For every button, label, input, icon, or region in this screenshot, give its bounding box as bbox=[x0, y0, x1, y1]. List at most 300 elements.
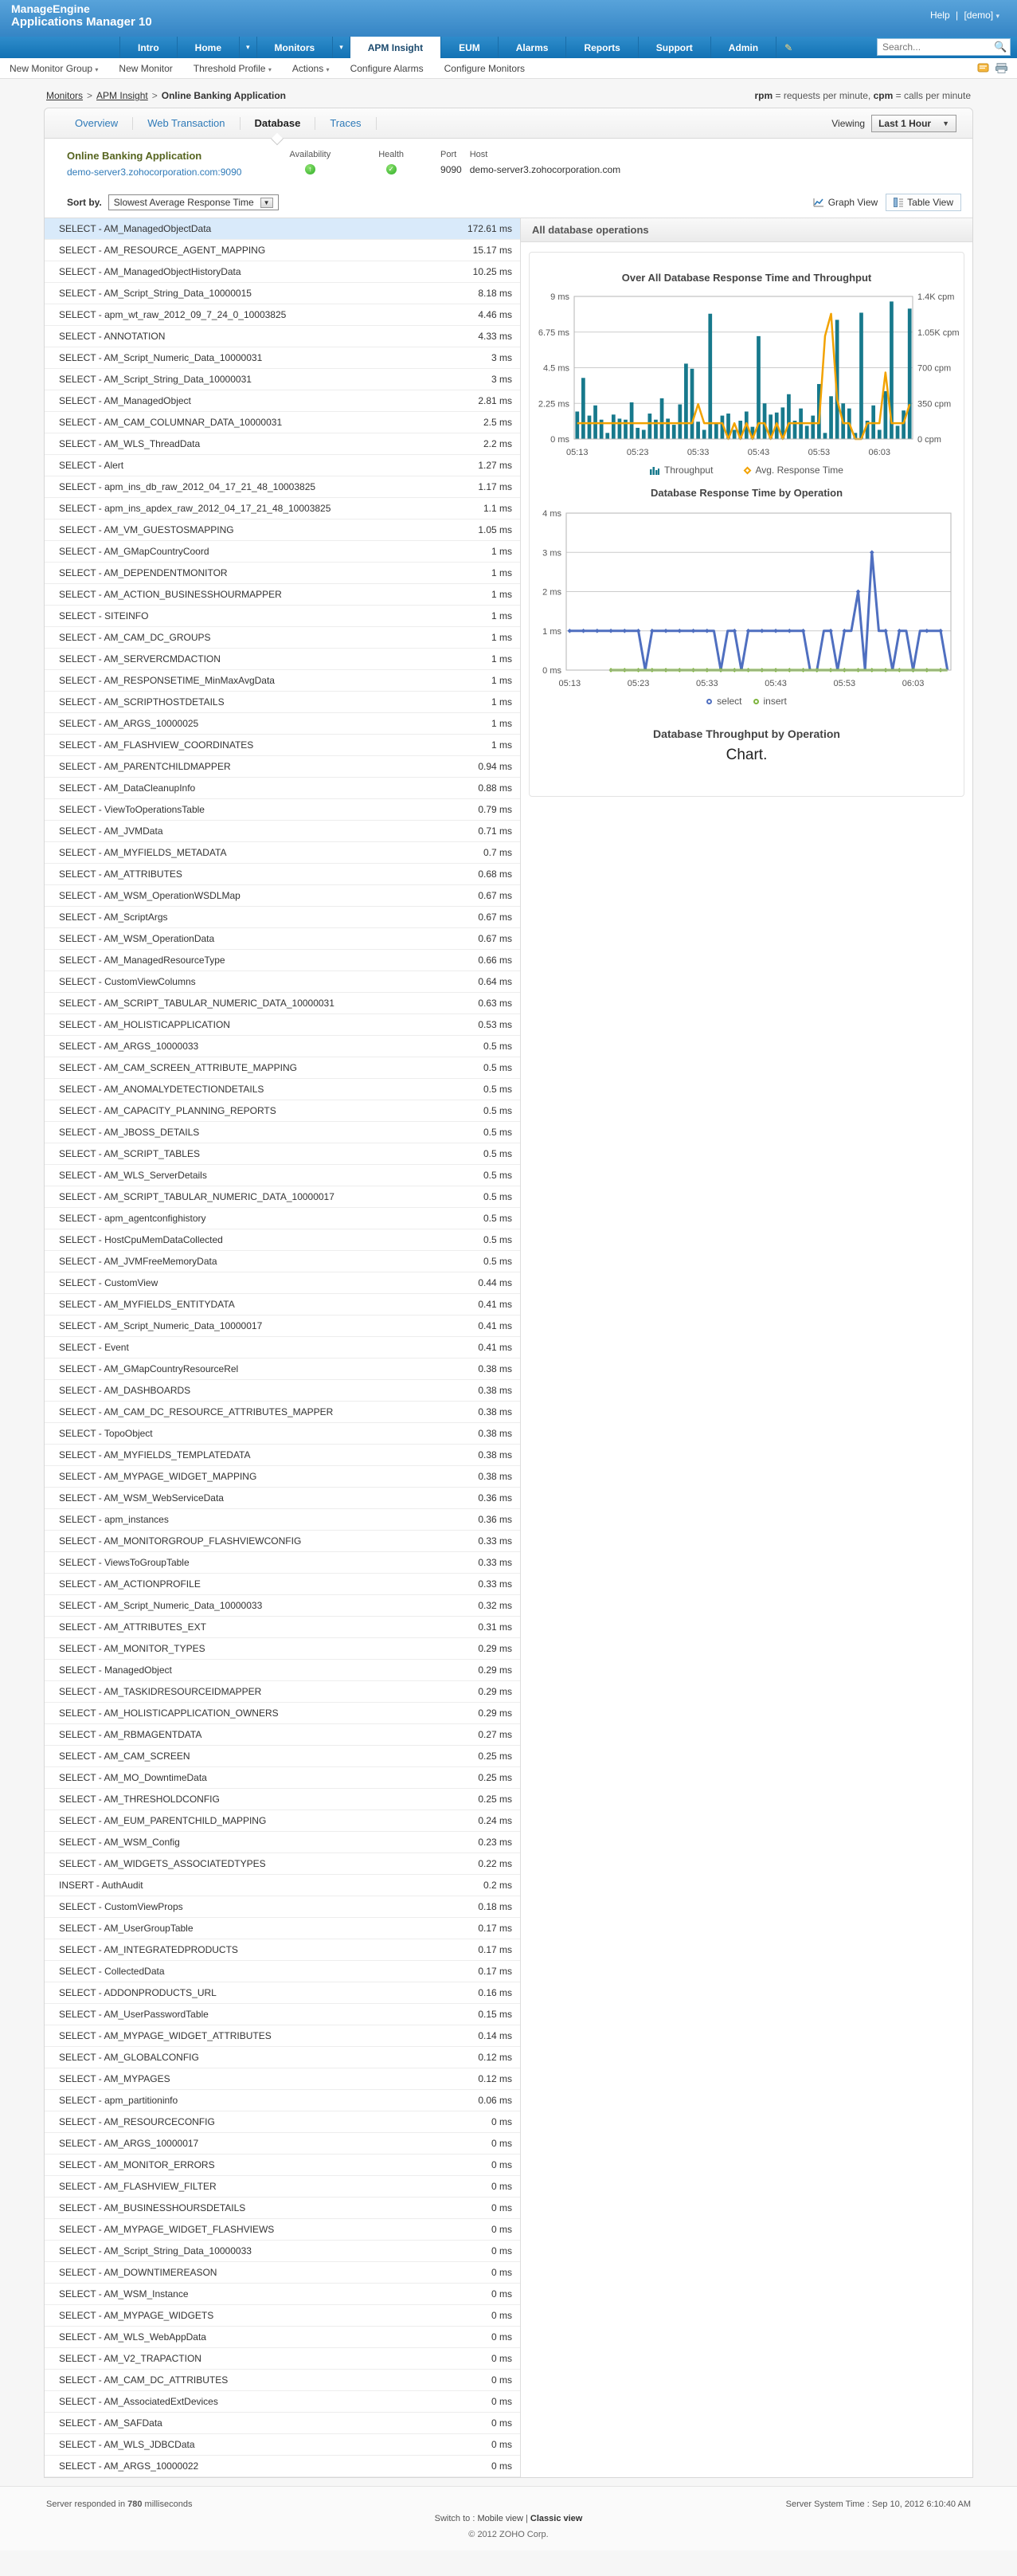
operation-time: 0 ms bbox=[491, 2439, 512, 2450]
operation-time: 0.5 ms bbox=[483, 1148, 512, 1159]
table-row[interactable] bbox=[45, 1165, 520, 1186]
server-response-time: Server responded in 780 milliseconds bbox=[46, 2500, 193, 2509]
table-row[interactable] bbox=[45, 261, 520, 283]
top-divider: | bbox=[955, 10, 959, 21]
operation-time: 1 ms bbox=[491, 632, 512, 643]
table-row[interactable] bbox=[45, 2305, 520, 2327]
operation-time: 0.33 ms bbox=[478, 1557, 512, 1568]
table-row[interactable] bbox=[45, 1402, 520, 1423]
table-row[interactable] bbox=[45, 326, 520, 347]
table-row[interactable] bbox=[45, 1445, 520, 1466]
operation-time: 1.17 ms bbox=[478, 481, 512, 492]
table-row[interactable] bbox=[45, 1767, 520, 1789]
table-row[interactable] bbox=[45, 1272, 520, 1294]
monitors-dropdown-caret-icon[interactable]: ▾ bbox=[333, 37, 350, 58]
operation-name: SELECT - AM_ManagedObject bbox=[59, 395, 191, 406]
operation-name: SELECT - AM_HOLISTICAPPLICATION_OWNERS bbox=[59, 1708, 279, 1719]
operation-name: SELECT - AM_GLOBALCONFIG bbox=[59, 2052, 199, 2063]
table-row[interactable] bbox=[45, 2155, 520, 2176]
table-row[interactable] bbox=[45, 1337, 520, 1359]
table-row[interactable] bbox=[45, 347, 520, 369]
table-row[interactable] bbox=[45, 1724, 520, 1746]
table-row[interactable] bbox=[45, 993, 520, 1014]
search-input[interactable] bbox=[882, 41, 994, 53]
table-row[interactable] bbox=[45, 390, 520, 412]
server-system-time: Server System Time : Sep 10, 2012 6:10:40 AM bbox=[785, 2500, 971, 2509]
throughput-by-operation-title: Database Throughput by Operation bbox=[653, 727, 840, 740]
operation-name: SELECT - apm_wt_raw_2012_09_7_24_0_10003825 bbox=[59, 309, 287, 320]
mobile-view-link[interactable]: Mobile view bbox=[477, 2514, 523, 2523]
operation-time: 0.38 ms bbox=[478, 1385, 512, 1396]
svg-text:2 ms: 2 ms bbox=[542, 587, 561, 598]
table-row[interactable] bbox=[45, 1186, 520, 1208]
toolbar-configure-alarms[interactable]: Configure Alarms bbox=[350, 62, 424, 74]
table-row[interactable] bbox=[45, 1939, 520, 1961]
table-row[interactable] bbox=[45, 778, 520, 799]
breadcrumb-apm-insight[interactable]: APM Insight bbox=[96, 90, 148, 101]
table-row[interactable] bbox=[45, 649, 520, 670]
operation-time: 0.41 ms bbox=[478, 1320, 512, 1331]
operation-name: SELECT - AM_RESOURCECONFIG bbox=[59, 2116, 215, 2127]
operation-time: 1 ms bbox=[491, 610, 512, 621]
table-row[interactable] bbox=[45, 1143, 520, 1165]
table-row[interactable] bbox=[45, 1896, 520, 1918]
operation-name: SELECT - AM_DASHBOARDS bbox=[59, 1385, 191, 1396]
operation-time: 2.2 ms bbox=[483, 438, 512, 449]
table-row[interactable] bbox=[45, 1014, 520, 1036]
table-row[interactable] bbox=[45, 1832, 520, 1853]
time-range-select[interactable]: Last 1 Hour ▼ bbox=[871, 115, 956, 132]
operation-name: SELECT - AM_UserPasswordTable bbox=[59, 2009, 209, 2020]
table-row[interactable] bbox=[45, 1982, 520, 2004]
operation-name: SELECT - AM_ACTIONPROFILE bbox=[59, 1578, 201, 1590]
operation-time: 10.25 ms bbox=[472, 266, 512, 277]
table-row[interactable] bbox=[45, 627, 520, 649]
table-row[interactable] bbox=[45, 1380, 520, 1402]
table-row[interactable] bbox=[45, 2391, 520, 2413]
table-row[interactable] bbox=[45, 541, 520, 563]
table-row[interactable] bbox=[45, 369, 520, 390]
table-row[interactable] bbox=[45, 2176, 520, 2198]
nav-item-reports[interactable]: Reports bbox=[566, 37, 638, 58]
table-row[interactable] bbox=[45, 283, 520, 304]
table-row[interactable] bbox=[45, 1315, 520, 1337]
operation-time: 0.16 ms bbox=[478, 1987, 512, 1998]
tab-strip bbox=[45, 108, 972, 139]
table-row[interactable] bbox=[45, 799, 520, 821]
table-row[interactable] bbox=[45, 1638, 520, 1660]
operation-time: 0.29 ms bbox=[478, 1708, 512, 1719]
svg-text:05:33: 05:33 bbox=[696, 679, 718, 688]
table-row[interactable] bbox=[45, 1509, 520, 1531]
operation-name: SELECT - AM_Script_String_Data_10000033 bbox=[59, 2245, 252, 2256]
operation-name: SELECT - AM_MYPAGE_WIDGET_MAPPING bbox=[59, 1471, 257, 1482]
table-row[interactable] bbox=[45, 2262, 520, 2284]
table-row[interactable] bbox=[45, 1875, 520, 1896]
operation-time: 0 ms bbox=[491, 2288, 512, 2300]
operation-name: SELECT - CustomViewProps bbox=[59, 1901, 183, 1912]
operation-time: 0.2 ms bbox=[483, 1880, 512, 1891]
table-row[interactable] bbox=[45, 1208, 520, 1229]
table-row[interactable] bbox=[45, 1531, 520, 1552]
table-row[interactable] bbox=[45, 1681, 520, 1703]
table-row[interactable] bbox=[45, 1961, 520, 1982]
table-row[interactable] bbox=[45, 2284, 520, 2305]
operations-list bbox=[45, 218, 521, 2477]
operation-name: SELECT - AM_WSM_Config bbox=[59, 1837, 180, 1848]
operation-time: 0.25 ms bbox=[478, 1751, 512, 1762]
chevron-down-icon: ▼ bbox=[942, 119, 949, 127]
table-row[interactable] bbox=[45, 1057, 520, 1079]
tab-database[interactable]: Database bbox=[241, 117, 316, 130]
operation-name: SELECT - AM_WLS_ThreadData bbox=[59, 438, 201, 449]
top-right-links bbox=[927, 10, 1003, 21]
table-row[interactable] bbox=[45, 1229, 520, 1251]
table-row[interactable] bbox=[45, 2090, 520, 2111]
operation-time: 0.29 ms bbox=[478, 1686, 512, 1697]
operation-name: SELECT - AM_CAM_DC_ATTRIBUTES bbox=[59, 2374, 229, 2386]
svg-text:05:13: 05:13 bbox=[566, 448, 589, 457]
operation-time: 8.18 ms bbox=[478, 288, 512, 299]
operation-time: 0.67 ms bbox=[478, 912, 512, 923]
select-marker-icon bbox=[706, 699, 712, 704]
operation-name: SELECT - AM_ATTRIBUTES_EXT bbox=[59, 1621, 206, 1633]
table-row[interactable] bbox=[45, 928, 520, 950]
table-row[interactable] bbox=[45, 1789, 520, 1810]
table-row[interactable] bbox=[45, 670, 520, 692]
operation-name: SELECT - AM_CAM_COLUMNAR_DATA_10000031 bbox=[59, 417, 283, 428]
operation-time: 3 ms bbox=[491, 374, 512, 385]
print-icon[interactable] bbox=[995, 63, 1007, 73]
port-host-columns bbox=[440, 150, 620, 175]
operation-name: SELECT - CustomView bbox=[59, 1277, 158, 1288]
table-row[interactable] bbox=[45, 1552, 520, 1574]
svg-text:4 ms: 4 ms bbox=[542, 509, 561, 519]
operation-time: 0 ms bbox=[491, 2331, 512, 2343]
table-row[interactable] bbox=[45, 218, 520, 240]
operation-chart-legend bbox=[530, 696, 964, 707]
table-row[interactable] bbox=[45, 842, 520, 864]
legend-throughput: Throughput bbox=[650, 465, 713, 476]
nav-item-alarms[interactable]: Alarms bbox=[499, 37, 567, 58]
table-row[interactable] bbox=[45, 1079, 520, 1100]
table-row[interactable] bbox=[45, 520, 520, 541]
table-row[interactable] bbox=[45, 240, 520, 261]
operation-time: 0.17 ms bbox=[478, 1966, 512, 1977]
table-row[interactable] bbox=[45, 433, 520, 455]
operation-time: 0.67 ms bbox=[478, 890, 512, 901]
table-row[interactable] bbox=[45, 2047, 520, 2068]
operation-name: SELECT - AM_VM_GUESTOSMAPPING bbox=[59, 524, 234, 535]
monitor-title: Online Banking Application bbox=[67, 150, 202, 162]
operation-time: 1 ms bbox=[491, 718, 512, 729]
breadcrumb-separator: > bbox=[87, 90, 93, 101]
operation-name: SELECT - AM_Script_Numeric_Data_10000031 bbox=[59, 352, 263, 363]
operation-name: SELECT - AM_CAM_SCREEN bbox=[59, 1751, 190, 1762]
table-row[interactable] bbox=[45, 2456, 520, 2477]
svg-text:05:23: 05:23 bbox=[626, 448, 649, 457]
feedback-icon[interactable] bbox=[977, 63, 989, 73]
svg-text:4.5 ms: 4.5 ms bbox=[542, 363, 569, 374]
operation-name: SELECT - AM_AssociatedExtDevices bbox=[59, 2396, 218, 2407]
operation-time: 0 ms bbox=[491, 2116, 512, 2127]
table-row[interactable] bbox=[45, 1294, 520, 1315]
toolbar-new-monitor-group[interactable]: New Monitor Group ▾ bbox=[10, 62, 99, 74]
operation-name: SELECT - AM_RESPONSETIME_MinMaxAvgData bbox=[59, 675, 275, 686]
operation-time: 0.64 ms bbox=[478, 976, 512, 987]
view-toggle bbox=[813, 194, 961, 211]
table-row[interactable] bbox=[45, 950, 520, 971]
operation-time: 0.5 ms bbox=[483, 1170, 512, 1181]
host-label: Host bbox=[469, 150, 488, 159]
svg-text:2.25 ms: 2.25 ms bbox=[538, 399, 569, 410]
table-row[interactable] bbox=[45, 498, 520, 520]
operation-name: SELECT - AM_ARGS_10000033 bbox=[59, 1041, 199, 1052]
table-row[interactable] bbox=[45, 2348, 520, 2370]
operation-time: 0.06 ms bbox=[478, 2095, 512, 2106]
breadcrumb-current: Online Banking Application bbox=[161, 90, 286, 101]
units-legend: rpm = requests per minute, cpm = calls per minute bbox=[754, 90, 971, 101]
operation-time: 0.15 ms bbox=[478, 2009, 512, 2020]
brand-name: ManageEngine bbox=[11, 2, 90, 15]
table-view-button[interactable]: Table View bbox=[886, 194, 961, 211]
table-row[interactable] bbox=[45, 1810, 520, 1832]
nav-item-admin[interactable]: Admin bbox=[711, 37, 776, 58]
operation-time: 0.14 ms bbox=[478, 2030, 512, 2041]
operation-name: SELECT - AM_ARGS_10000025 bbox=[59, 718, 199, 729]
table-row[interactable] bbox=[45, 1100, 520, 1122]
health-column bbox=[378, 150, 404, 174]
operation-time: 1.1 ms bbox=[483, 503, 512, 514]
table-row[interactable] bbox=[45, 584, 520, 606]
monitor-identity bbox=[67, 150, 241, 179]
action-toolbar bbox=[0, 58, 1017, 79]
svg-text:9 ms: 9 ms bbox=[550, 292, 569, 302]
operation-name: SELECT - AM_Script_String_Data_10000031 bbox=[59, 374, 252, 385]
table-row[interactable] bbox=[45, 412, 520, 433]
operation-name: SELECT - AM_TASKIDRESOURCEIDMAPPER bbox=[59, 1686, 262, 1697]
operation-time: 0.5 ms bbox=[483, 1041, 512, 1052]
operation-name: SELECT - AM_MYPAGE_WIDGET_FLASHVIEWS bbox=[59, 2224, 275, 2235]
table-row[interactable] bbox=[45, 1488, 520, 1509]
tab-overview[interactable]: Overview bbox=[61, 117, 133, 130]
operation-time: 0.38 ms bbox=[478, 1428, 512, 1439]
operation-name: SELECT - apm_ins_db_raw_2012_04_17_21_48_10003825 bbox=[59, 481, 316, 492]
operation-time: 0.44 ms bbox=[478, 1277, 512, 1288]
operation-time: 0.12 ms bbox=[478, 2052, 512, 2063]
table-row[interactable] bbox=[45, 476, 520, 498]
table-row[interactable] bbox=[45, 2434, 520, 2456]
nav-item-apm-insight[interactable]: APM Insight bbox=[350, 37, 441, 58]
operation-time: 0 ms bbox=[491, 2159, 512, 2170]
operation-time: 1 ms bbox=[491, 739, 512, 751]
operation-name: SELECT - AM_WSM_OperationData bbox=[59, 933, 215, 944]
table-row[interactable] bbox=[45, 692, 520, 713]
table-row[interactable] bbox=[45, 756, 520, 778]
operation-name: SELECT - CustomViewColumns bbox=[59, 976, 196, 987]
operation-name: SELECT - apm_instances bbox=[59, 1514, 169, 1525]
svg-text:05:43: 05:43 bbox=[765, 679, 787, 688]
operation-time: 0.29 ms bbox=[478, 1664, 512, 1676]
operation-time: 2.5 ms bbox=[483, 417, 512, 428]
table-row[interactable] bbox=[45, 1617, 520, 1638]
nav-item-monitors[interactable]: Monitors bbox=[257, 37, 334, 58]
table-row[interactable] bbox=[45, 885, 520, 907]
legend-avg-response-time: Avg. Response Time bbox=[745, 465, 843, 476]
toolbar-configure-monitors[interactable]: Configure Monitors bbox=[444, 62, 525, 74]
table-row[interactable] bbox=[45, 1574, 520, 1595]
manageengine-logo bbox=[11, 3, 1006, 29]
table-row[interactable] bbox=[45, 1466, 520, 1488]
operation-time: 0.5 ms bbox=[483, 1191, 512, 1202]
nav-item-intro[interactable]: Intro bbox=[119, 37, 178, 58]
operation-time: 0.36 ms bbox=[478, 1492, 512, 1504]
tab-traces[interactable]: Traces bbox=[315, 117, 376, 130]
overall-response-throughput-chart bbox=[530, 290, 964, 461]
operation-name: SELECT - AM_SCRIPT_TABULAR_NUMERIC_DATA_10000031 bbox=[59, 998, 334, 1009]
nav-item-home[interactable]: Home bbox=[178, 37, 240, 58]
graph-view-button[interactable]: Graph View bbox=[813, 197, 878, 208]
table-row[interactable] bbox=[45, 606, 520, 627]
table-row[interactable] bbox=[45, 1746, 520, 1767]
table-row[interactable] bbox=[45, 1122, 520, 1143]
view-switcher: Switch to : Mobile view | Classic view bbox=[434, 2514, 583, 2523]
table-row[interactable] bbox=[45, 2370, 520, 2391]
sort-bar bbox=[45, 187, 972, 218]
operation-name: SELECT - TopoObject bbox=[59, 1428, 153, 1439]
table-row[interactable] bbox=[45, 1660, 520, 1681]
operation-name: SELECT - AM_MO_DowntimeData bbox=[59, 1772, 207, 1783]
nav-item-support[interactable]: Support bbox=[639, 37, 711, 58]
table-row[interactable] bbox=[45, 1359, 520, 1380]
operation-name: SELECT - AM_CAM_DC_RESOURCE_ATTRIBUTES_MAPPER bbox=[59, 1406, 334, 1417]
operation-name: SELECT - AM_MYFIELDS_TEMPLATEDATA bbox=[59, 1449, 251, 1461]
operation-name: SELECT - AM_CAM_SCREEN_ATTRIBUTE_MAPPING bbox=[59, 1062, 297, 1073]
operation-name: SELECT - Alert bbox=[59, 460, 124, 471]
operation-time: 1 ms bbox=[491, 546, 512, 557]
operation-name: SELECT - AM_WIDGETS_ASSOCIATEDTYPES bbox=[59, 1858, 266, 1869]
toolbar-threshold-profile[interactable]: Threshold Profile ▾ bbox=[193, 62, 272, 74]
table-row[interactable] bbox=[45, 713, 520, 735]
operation-time: 0.5 ms bbox=[483, 1105, 512, 1116]
operation-name: SELECT - AM_JVMData bbox=[59, 825, 163, 837]
operation-time: 0.17 ms bbox=[478, 1944, 512, 1955]
footer bbox=[0, 2486, 1017, 2551]
svg-text:05:43: 05:43 bbox=[747, 448, 770, 457]
operation-name: SELECT - AM_DEPENDENTMONITOR bbox=[59, 567, 228, 578]
table-row[interactable] bbox=[45, 1423, 520, 1445]
operation-name: SELECT - AM_MONITOR_ERRORS bbox=[59, 2159, 215, 2170]
svg-text:3 ms: 3 ms bbox=[542, 548, 561, 559]
operation-name: SELECT - AM_SERVERCMDACTION bbox=[59, 653, 221, 665]
operation-name: SELECT - AM_WLS_WebAppData bbox=[59, 2331, 206, 2343]
table-row[interactable] bbox=[45, 1918, 520, 1939]
operation-name: SELECT - SITEINFO bbox=[59, 610, 149, 621]
table-row[interactable] bbox=[45, 2241, 520, 2262]
table-row[interactable] bbox=[45, 1251, 520, 1272]
table-row[interactable] bbox=[45, 1703, 520, 1724]
operation-name: SELECT - AM_WSM_Instance bbox=[59, 2288, 189, 2300]
content-split bbox=[45, 218, 972, 2477]
monitor-host-link[interactable]: demo-server3.zohocorporation.com:9090 bbox=[67, 167, 242, 178]
table-row[interactable] bbox=[45, 1853, 520, 1875]
table-row[interactable] bbox=[45, 1595, 520, 1617]
operation-name: SELECT - AM_PARENTCHILDMAPPER bbox=[59, 761, 231, 772]
operation-name: SELECT - AM_ARGS_10000017 bbox=[59, 2138, 199, 2149]
table-row[interactable] bbox=[45, 2004, 520, 2025]
nav-item-eum[interactable]: EUM bbox=[441, 37, 499, 58]
breadcrumb-monitors[interactable]: Monitors bbox=[46, 90, 84, 101]
operation-name: SELECT - AM_GMapCountryCoord bbox=[59, 546, 209, 557]
operation-name: SELECT - ViewToOperationsTable bbox=[59, 804, 205, 815]
operation-time: 0.41 ms bbox=[478, 1299, 512, 1310]
toolbar-new-monitor[interactable]: New Monitor bbox=[119, 62, 173, 74]
table-row[interactable] bbox=[45, 821, 520, 842]
sort-select[interactable]: Slowest Average Response Time ▼ bbox=[108, 194, 279, 210]
operation-name: SELECT - AM_RBMAGENTDATA bbox=[59, 1729, 202, 1740]
user-menu[interactable]: [demo] ▾ bbox=[964, 10, 999, 21]
operation-time: 0.18 ms bbox=[478, 1901, 512, 1912]
table-row[interactable] bbox=[45, 2413, 520, 2434]
table-row[interactable] bbox=[45, 2111, 520, 2133]
table-row[interactable] bbox=[45, 2133, 520, 2155]
table-row[interactable] bbox=[45, 2198, 520, 2219]
operation-time: 0.53 ms bbox=[478, 1019, 512, 1030]
operation-time: 0 ms bbox=[491, 2374, 512, 2386]
table-row[interactable] bbox=[45, 2068, 520, 2090]
graph-view-icon bbox=[813, 198, 824, 207]
copyright: © 2012 ZOHO Corp. bbox=[468, 2530, 549, 2539]
charts-panel bbox=[521, 218, 972, 2477]
operation-name: SELECT - AM_Script_Numeric_Data_10000017 bbox=[59, 1320, 263, 1331]
table-row[interactable] bbox=[45, 735, 520, 756]
operation-name: SELECT - AM_JVMFreeMemoryData bbox=[59, 1256, 217, 1267]
toolbar-actions[interactable]: Actions ▾ bbox=[291, 62, 330, 74]
table-view-icon bbox=[894, 198, 903, 207]
operation-time: 0.5 ms bbox=[483, 1234, 512, 1245]
table-row[interactable] bbox=[45, 2025, 520, 2047]
search-icon[interactable]: 🔍 bbox=[994, 41, 1007, 53]
operation-name: SELECT - AM_SCRIPT_TABLES bbox=[59, 1148, 200, 1159]
tab-web-transaction[interactable]: Web Transaction bbox=[133, 117, 240, 130]
table-row[interactable] bbox=[45, 1036, 520, 1057]
operation-name: SELECT - AM_UserGroupTable bbox=[59, 1923, 194, 1934]
operation-name: SELECT - Event bbox=[59, 1342, 129, 1353]
table-row[interactable] bbox=[45, 864, 520, 885]
svg-text:0 ms: 0 ms bbox=[542, 666, 561, 676]
operation-time: 0 ms bbox=[491, 2396, 512, 2407]
table-row[interactable] bbox=[45, 304, 520, 326]
search-box bbox=[877, 38, 1011, 56]
operation-name: SELECT - AM_CAPACITY_PLANNING_REPORTS bbox=[59, 1105, 276, 1116]
help-link[interactable]: Help bbox=[929, 10, 950, 21]
table-row[interactable] bbox=[45, 971, 520, 993]
table-row[interactable] bbox=[45, 455, 520, 476]
table-row[interactable] bbox=[45, 907, 520, 928]
customize-icon[interactable]: ✎ bbox=[784, 41, 793, 53]
operation-name: SELECT - AM_WSM_WebServiceData bbox=[59, 1492, 224, 1504]
table-row[interactable] bbox=[45, 2327, 520, 2348]
home-dropdown-caret-icon[interactable]: ▾ bbox=[240, 37, 257, 58]
table-row[interactable] bbox=[45, 563, 520, 584]
operation-time: 1 ms bbox=[491, 567, 512, 578]
operation-time: 0.71 ms bbox=[478, 825, 512, 837]
operation-name: SELECT - ANNOTATION bbox=[59, 331, 166, 342]
table-row[interactable] bbox=[45, 2219, 520, 2241]
operation-name: SELECT - AM_MYPAGE_WIDGET_ATTRIBUTES bbox=[59, 2030, 272, 2041]
operation-time: 0 ms bbox=[491, 2417, 512, 2429]
operation-name: SELECT - AM_V2_TRAPACTION bbox=[59, 2353, 201, 2364]
